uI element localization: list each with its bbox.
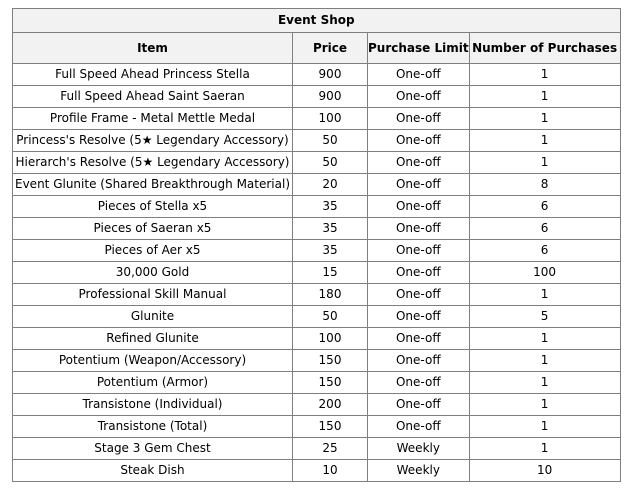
table-row <box>13 240 621 262</box>
column-header-purchase-limit: Purchase Limit <box>368 33 470 64</box>
table-row <box>13 306 621 328</box>
price-cell: 15 <box>293 262 368 284</box>
purchase-limit-cell: One-off <box>368 262 470 284</box>
item-cell: Stage 3 Gem Chest <box>13 438 293 460</box>
price-cell: 35 <box>293 240 368 262</box>
item-cell: Pieces of Saeran x5 <box>13 218 293 240</box>
number-of-purchases-cell: 5 <box>469 306 620 328</box>
table-row <box>13 372 621 394</box>
table-row <box>13 218 621 240</box>
purchase-limit-cell: One-off <box>368 240 470 262</box>
item-cell: Pieces of Stella x5 <box>13 196 293 218</box>
number-of-purchases-cell: 1 <box>469 86 620 108</box>
number-of-purchases-cell: 8 <box>469 174 620 196</box>
item-cell: Steak Dish <box>13 460 293 482</box>
purchase-limit-cell: One-off <box>368 350 470 372</box>
number-of-purchases-cell: 1 <box>469 394 620 416</box>
purchase-limit-cell: One-off <box>368 218 470 240</box>
purchase-limit-cell: Weekly <box>368 438 470 460</box>
number-of-purchases-cell: 1 <box>469 130 620 152</box>
item-cell: Transistone (Individual) <box>13 394 293 416</box>
price-cell: 180 <box>293 284 368 306</box>
item-cell: 30,000 Gold <box>13 262 293 284</box>
table-row <box>13 174 621 196</box>
table-row <box>13 328 621 350</box>
table-title-row <box>13 9 621 33</box>
number-of-purchases-cell: 1 <box>469 64 620 86</box>
table-row <box>13 262 621 284</box>
purchase-limit-cell: One-off <box>368 130 470 152</box>
price-cell: 50 <box>293 130 368 152</box>
number-of-purchases-cell: 6 <box>469 218 620 240</box>
number-of-purchases-cell: 1 <box>469 152 620 174</box>
purchase-limit-cell: One-off <box>368 152 470 174</box>
number-of-purchases-cell: 10 <box>469 460 620 482</box>
price-cell: 100 <box>293 108 368 130</box>
item-cell: Professional Skill Manual <box>13 284 293 306</box>
item-cell: Potentium (Armor) <box>13 372 293 394</box>
purchase-limit-cell: One-off <box>368 174 470 196</box>
purchase-limit-cell: One-off <box>368 284 470 306</box>
price-cell: 35 <box>293 196 368 218</box>
table-row <box>13 152 621 174</box>
number-of-purchases-cell: 1 <box>469 108 620 130</box>
event-shop-table-container <box>12 8 621 482</box>
item-cell: Transistone (Total) <box>13 416 293 438</box>
purchase-limit-cell: One-off <box>368 328 470 350</box>
table-header-row <box>13 33 621 64</box>
purchase-limit-cell: One-off <box>368 372 470 394</box>
purchase-limit-cell: One-off <box>368 64 470 86</box>
item-cell: Potentium (Weapon/Accessory) <box>13 350 293 372</box>
purchase-limit-cell: One-off <box>368 196 470 218</box>
table-row <box>13 416 621 438</box>
column-header-item: Item <box>13 33 293 64</box>
purchase-limit-cell: One-off <box>368 306 470 328</box>
price-cell: 150 <box>293 372 368 394</box>
item-cell: Hierarch's Resolve (5★ Legendary Accessory) <box>13 152 293 174</box>
price-cell: 50 <box>293 152 368 174</box>
table-row <box>13 460 621 482</box>
item-cell: Refined Glunite <box>13 328 293 350</box>
price-cell: 10 <box>293 460 368 482</box>
table-row <box>13 438 621 460</box>
item-cell: Pieces of Aer x5 <box>13 240 293 262</box>
number-of-purchases-cell: 1 <box>469 328 620 350</box>
table-row <box>13 284 621 306</box>
purchase-limit-cell: One-off <box>368 394 470 416</box>
price-cell: 150 <box>293 350 368 372</box>
number-of-purchases-cell: 1 <box>469 284 620 306</box>
item-cell: Profile Frame - Metal Mettle Medal <box>13 108 293 130</box>
item-cell: Princess's Resolve (5★ Legendary Accessory) <box>13 130 293 152</box>
price-cell: 25 <box>293 438 368 460</box>
table-row <box>13 86 621 108</box>
number-of-purchases-cell: 1 <box>469 438 620 460</box>
price-cell: 50 <box>293 306 368 328</box>
item-cell: Full Speed Ahead Saint Saeran <box>13 86 293 108</box>
item-cell: Full Speed Ahead Princess Stella <box>13 64 293 86</box>
price-cell: 900 <box>293 86 368 108</box>
price-cell: 20 <box>293 174 368 196</box>
table-body <box>13 64 621 482</box>
number-of-purchases-cell: 1 <box>469 372 620 394</box>
item-cell: Event Glunite (Shared Breakthrough Material) <box>13 174 293 196</box>
purchase-limit-cell: One-off <box>368 416 470 438</box>
item-cell: Glunite <box>13 306 293 328</box>
event-shop-table <box>12 8 621 482</box>
price-cell: 35 <box>293 218 368 240</box>
purchase-limit-cell: One-off <box>368 86 470 108</box>
table-row <box>13 394 621 416</box>
purchase-limit-cell: One-off <box>368 108 470 130</box>
price-cell: 900 <box>293 64 368 86</box>
price-cell: 100 <box>293 328 368 350</box>
number-of-purchases-cell: 6 <box>469 196 620 218</box>
table-row <box>13 108 621 130</box>
table-row <box>13 130 621 152</box>
price-cell: 200 <box>293 394 368 416</box>
number-of-purchases-cell: 100 <box>469 262 620 284</box>
number-of-purchases-cell: 6 <box>469 240 620 262</box>
price-cell: 150 <box>293 416 368 438</box>
column-header-number-of-purchases: Number of Purchases <box>469 33 620 64</box>
number-of-purchases-cell: 1 <box>469 416 620 438</box>
table-row <box>13 350 621 372</box>
number-of-purchases-cell: 1 <box>469 350 620 372</box>
purchase-limit-cell: Weekly <box>368 460 470 482</box>
table-row <box>13 64 621 86</box>
table-row <box>13 196 621 218</box>
table-title: Event Shop <box>13 9 621 33</box>
column-header-price: Price <box>293 33 368 64</box>
